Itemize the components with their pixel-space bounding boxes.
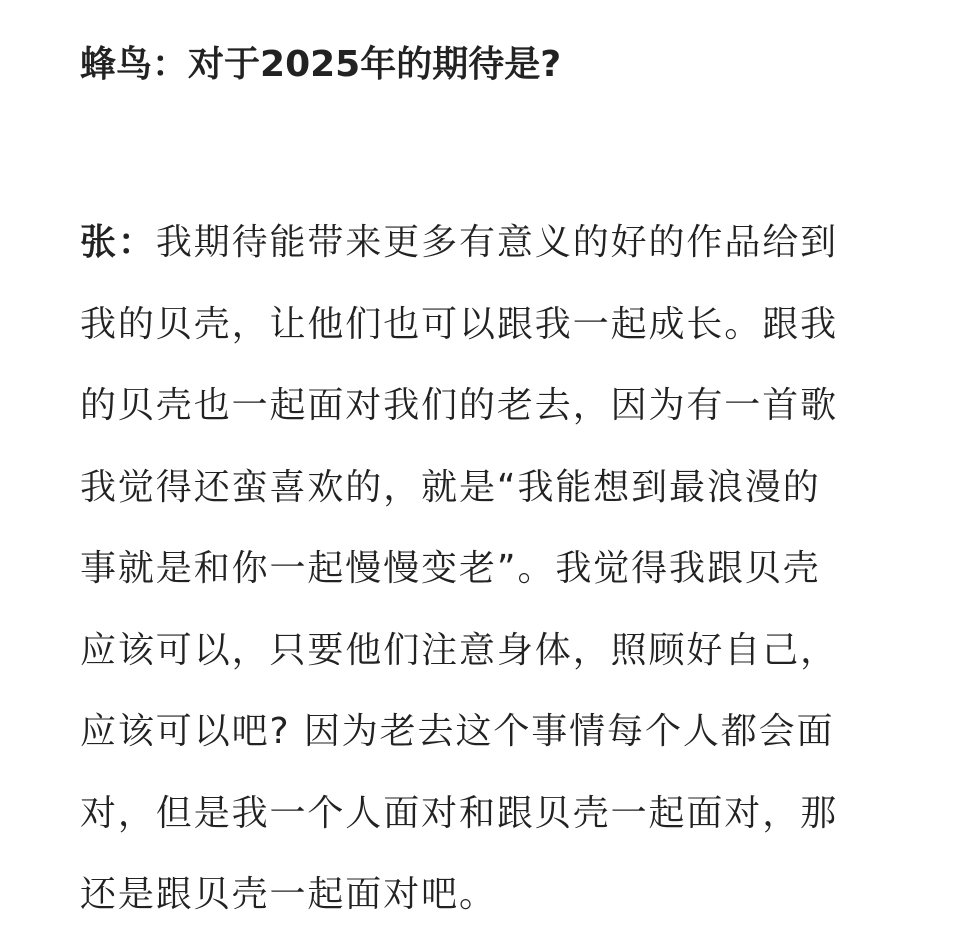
answer-line: 的贝壳也一起面对我们的老去，因为有一首歌 [80,385,839,426]
answer-line: 我觉得还蛮喜欢的，就是“我能想到最浪漫的 [80,466,821,508]
interview-answer [80,202,892,936]
answer-speaker: 张： [80,222,156,263]
answer-line: 事就是和你一起慢慢变老”。我觉得我跟贝壳 [80,548,821,589]
answer-line: 还是跟贝壳一起面对吧。 [80,874,497,915]
answer-line: 应该可以，只要他们注意身体，照顾好自己， [80,629,839,671]
question-speaker: 蜂鸟： [80,44,189,85]
question-text: 对于2025年的期待是? [188,44,562,85]
interview-question [80,34,892,96]
interview-article [80,34,892,936]
answer-line [80,202,892,284]
answer-line: 我的贝壳，让他们也可以跟我一起成长。跟我 [80,303,839,345]
answer-text: 我期待能带来更多有意义的好的作品给到 [155,222,839,263]
answer-line: 应该可以吧? 因为老去这个事情每个人都会面 [80,711,835,752]
answer-line: 对，但是我一个人面对和跟贝壳一起面对，那 [80,792,839,834]
